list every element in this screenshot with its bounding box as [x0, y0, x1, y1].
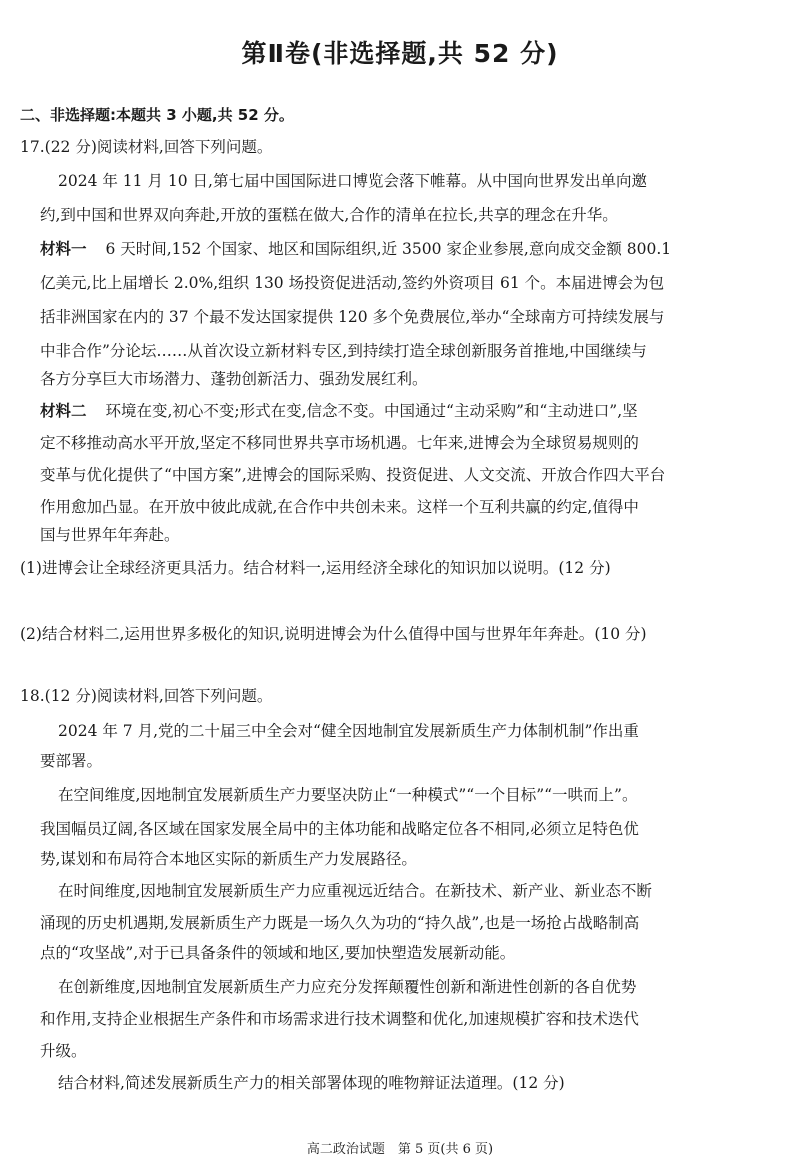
q17-material1-line: 中非合作”分论坛……从首次设立新材料专区,到持续打造全球创新服务首推地,中国继续与	[40, 342, 647, 360]
q18-question: 结合材料,简述发展新质生产力的相关部署体现的唯物辩证法道理。(12 分)	[58, 1074, 565, 1092]
q17-material2-line: 国与世界年年奔赴。	[40, 526, 180, 544]
material2-label: 材料二	[40, 402, 87, 420]
material2-text: 环境在变,初心不变;形式在变,信念不变。中国通过“主动采购”和“主动进口”,坚	[105, 402, 638, 420]
q18-paragraph-line: 要部署。	[40, 752, 103, 770]
page-title: 第Ⅱ卷(非选择题,共 52 分)	[241, 39, 559, 68]
q17-material1-line: 括非洲国家在内的 37 个最不发达国家提供 120 多个免费展位,举办“全球南方可持续发展与	[40, 308, 665, 326]
q17-material1-line: 各方分享巨大市场潜力、蓬勃创新活力、强劲发展红利。	[40, 370, 428, 388]
q18-paragraph-line: 2024 年 7 月,党的二十届三中全会对“健全因地制宜发展新质生产力体制机制”作出重	[58, 722, 639, 740]
q18-paragraph-line: 我国幅员辽阔,各区域在国家发展全局中的主体功能和战略定位各不相同,必须立足特色优	[40, 820, 639, 838]
q18-paragraph-line: 势,谋划和布局符合本地区实际的新质生产力发展路径。	[40, 850, 417, 868]
q17-subquestion-2: (2)结合材料二,运用世界多极化的知识,说明进博会为什么值得中国与世界年年奔赴。(10 分)	[20, 625, 647, 643]
q18-paragraph-line: 在时间维度,因地制宜发展新质生产力应重视远近结合。在新技术、新产业、新业态不断	[58, 882, 652, 900]
q17-intro-line: 约,到中国和世界双向奔赴,开放的蛋糕在做大,合作的清单在拉长,共享的理念在升华。	[40, 206, 618, 224]
q17-material2-line	[40, 399, 638, 421]
q17-material2-line: 作用愈加凸显。在开放中彼此成就,在合作中共创未来。这样一个互利共赢的约定,值得中	[40, 498, 639, 516]
material1-text: 6 天时间,152 个国家、地区和国际组织,近 3500 家企业参展,意向成交金额 800.1	[105, 240, 672, 258]
q17-material1-line	[40, 237, 671, 259]
section-header: 二、非选择题:本题共 3 小题,共 52 分。	[20, 106, 294, 124]
q17-subquestion-1: (1)进博会让全球经济更具活力。结合材料一,运用经济全球化的知识加以说明。(12 分)	[20, 559, 611, 577]
q17-material2-line: 定不移推动高水平开放,坚定不移同世界共享市场机遇。七年来,进博会为全球贸易规则的	[40, 434, 639, 452]
q18-header: 18.(12 分)阅读材料,回答下列问题。	[20, 687, 273, 705]
material1-label: 材料一	[40, 240, 87, 258]
q17-header: 17.(22 分)阅读材料,回答下列问题。	[20, 138, 273, 156]
q17-material1-line: 亿美元,比上届增长 2.0%,组织 130 场投资促进活动,签约外资项目 61 个。本届进博会为包	[40, 274, 665, 292]
q17-intro-line: 2024 年 11 月 10 日,第七届中国国际进口博览会落下帷幕。从中国向世界发出单向邀	[58, 172, 647, 190]
q18-paragraph-line: 在空间维度,因地制宜发展新质生产力要坚决防止“一种模式”“一个目标”“一哄而上”。	[58, 786, 638, 804]
q18-paragraph-line: 点的“攻坚战”,对于已具备条件的领域和地区,要加快塑造发展新动能。	[40, 944, 516, 962]
q18-paragraph-line: 涌现的历史机遇期,发展新质生产力既是一场久久为功的“持久战”,也是一场抢占战略制高	[40, 914, 640, 932]
q18-paragraph-line: 升级。	[40, 1042, 87, 1060]
q18-paragraph-line: 和作用,支持企业根据生产条件和市场需求进行技术调整和优化,加速规模扩容和技术迭代	[40, 1010, 639, 1028]
q18-paragraph-line: 在创新维度,因地制宜发展新质生产力应充分发挥颠覆性创新和渐进性创新的各自优势	[58, 978, 637, 996]
page-footer: 高二政治试题 第 5 页(共 6 页)	[306, 1142, 494, 1157]
q17-material2-line: 变革与优化提供了“中国方案”,进博会的国际采购、投资促进、人文交流、开放合作四大平台	[40, 466, 666, 484]
